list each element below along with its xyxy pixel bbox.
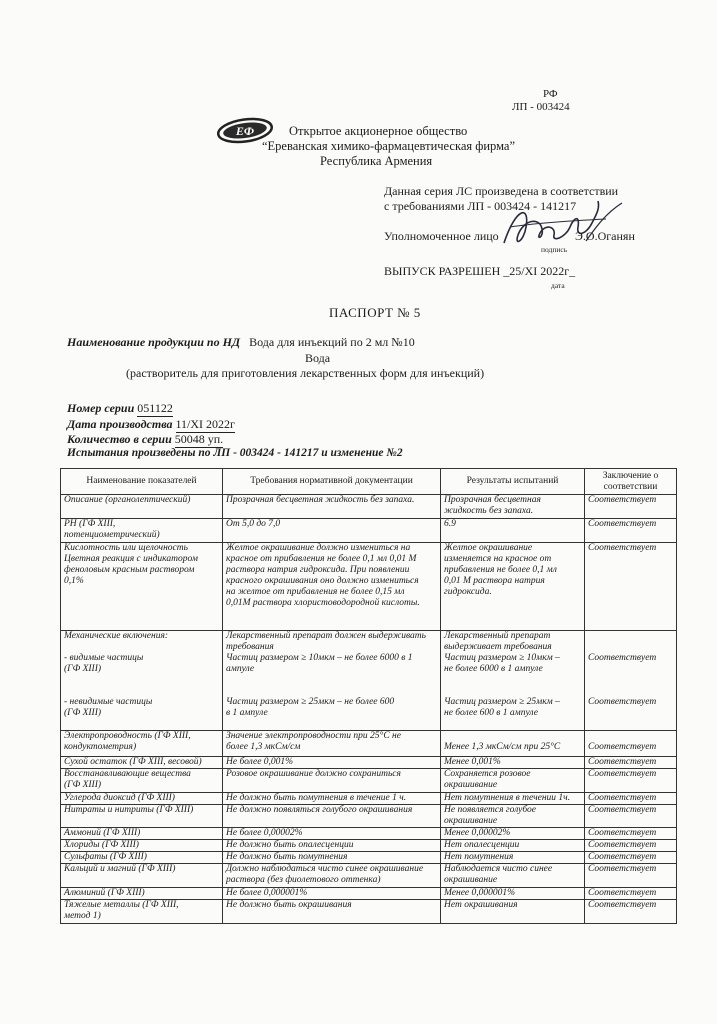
production-date-label: Дата производства xyxy=(67,417,173,431)
org-line-1: Открытое акционерное общество xyxy=(289,124,468,138)
product-name-line xyxy=(67,335,415,350)
results-table xyxy=(60,468,677,924)
row-requirement: Розовое окрашивание должно сохраниться xyxy=(223,769,441,793)
product-name-line-2: Вода xyxy=(305,351,331,365)
row-name: Сухой остаток (ГФ XIII, весовой) xyxy=(61,757,223,769)
header-results: Результаты испытаний xyxy=(441,469,585,495)
row-conclusion: Соответствует xyxy=(585,543,677,631)
table-row xyxy=(61,852,677,864)
authorized-label: Уполномоченное лицо xyxy=(384,229,499,243)
statement-line-1: Данная серия ЛС произведена в соответствии xyxy=(384,184,619,198)
org-line-3: Республика Армения xyxy=(320,154,433,168)
product-name-line-3: (растворитель для приготовления лекарственных форм для инъекций) xyxy=(126,366,485,380)
row-result: Желтое окрашивание изменяется на красное от прибавления не более 0,1 мл 0,01 М раствора натрия гидроксида. xyxy=(441,543,585,631)
table-row xyxy=(61,805,677,828)
header-conclusion: Заключение о соответствии xyxy=(585,469,677,495)
product-name-label: Наименование продукции по НД xyxy=(67,335,241,349)
row-conclusion: Соответствует xyxy=(585,495,677,519)
row-conclusion: Соответствует xyxy=(585,757,677,769)
org-line-2: “Ереванская химико-фармацевтическая фирма” xyxy=(262,139,516,153)
row-result: Нет окрашивания xyxy=(441,900,585,924)
row-name: Углерода диоксид (ГФ XIII) xyxy=(61,793,223,805)
row-result: Сохраняется розовое окрашивание xyxy=(441,769,585,793)
row-name: Восстанавливающие вещества (ГФ XIII) xyxy=(61,769,223,793)
row-name: Хлориды (ГФ XIII) xyxy=(61,840,223,852)
tests-statement: Испытания произведены по ЛП - 003424 - 141217 и изменение №2 xyxy=(67,447,403,459)
series-field xyxy=(67,401,173,417)
table-row xyxy=(61,631,677,731)
row-requirement: Не более 0,000001% xyxy=(223,888,441,900)
table-row xyxy=(61,519,677,543)
row-result: Прозрачная бесцветная жидкость без запаха. xyxy=(441,495,585,519)
row-conclusion: Соответствует xyxy=(585,864,677,888)
row-conclusion: Соответствует Соответствует xyxy=(585,631,677,731)
row-name: Аммоний (ГФ XIII) xyxy=(61,828,223,840)
table-row xyxy=(61,757,677,769)
table-row xyxy=(61,840,677,852)
product-name-value: Вода для инъекций по 2 мл №10 xyxy=(249,335,415,349)
quantity-label: Количество в серии xyxy=(67,432,172,446)
row-requirement: Не должно быть окрашивания xyxy=(223,900,441,924)
table-row xyxy=(61,793,677,805)
row-name: Тяжелые металлы (ГФ XIII, метод 1) xyxy=(61,900,223,924)
quantity-field xyxy=(67,432,223,448)
row-name: Электропроводность (ГФ XIII, кондуктометрия) xyxy=(61,731,223,757)
row-requirement: Не должно быть помутнения в течение 1 ч. xyxy=(223,793,441,805)
signature-caption: подпись xyxy=(541,245,568,254)
row-conclusion: Соответствует xyxy=(585,793,677,805)
row-conclusion: Соответствует xyxy=(585,840,677,852)
row-name: Сульфаты (ГФ XIII) xyxy=(61,852,223,864)
row-requirement: Не должно появляться голубого окрашивания xyxy=(223,805,441,828)
table-row xyxy=(61,543,677,631)
row-conclusion: Соответствует xyxy=(585,828,677,840)
registration-number: ЛП - 003424 xyxy=(512,101,570,113)
table-row xyxy=(61,888,677,900)
table-row xyxy=(61,828,677,840)
row-requirement: Лекарственный препарат должен выдерживать требования Частиц размером ≥ 10мкм – не более 6000 в 1 ампуле Частиц размером ≥ 25мкм – не более 600 в 1 ампуле xyxy=(223,631,441,731)
row-result: Наблюдается чисто синее окрашивание xyxy=(441,864,585,888)
row-requirement: Должно наблюдаться чисто синее окрашивание раствора (без фиолетового оттенка) xyxy=(223,864,441,888)
row-requirement: От 5,0 до 7,0 xyxy=(223,519,441,543)
table-row xyxy=(61,864,677,888)
row-requirement: Не должно быть опалесценции xyxy=(223,840,441,852)
row-result: Лекарственный препарат выдерживает требования Частиц размером ≥ 10мкм – не более 6000 в 1 ампуле Частиц размером ≥ 25мкм – не более 600 в 1 ампуле xyxy=(441,631,585,731)
row-name: Кальций и магний (ГФ XIII) xyxy=(61,864,223,888)
row-requirement: Не более 0,001% xyxy=(223,757,441,769)
date-caption: дата xyxy=(551,281,565,290)
row-result: Нет помутнения xyxy=(441,852,585,864)
header-indicators: Наименование показателей xyxy=(61,469,223,495)
row-conclusion: Соответствует xyxy=(585,805,677,828)
release-date: _25/XI 2022г_ xyxy=(503,264,576,278)
row-result: Менее 0,001% xyxy=(441,757,585,769)
row-name: РН (ГФ XIII, потенциометрический) xyxy=(61,519,223,543)
country-label: РФ xyxy=(543,88,558,100)
row-conclusion: Соответствует xyxy=(585,519,677,543)
row-result: Менее 0,00002% xyxy=(441,828,585,840)
quantity-value: 50048 уп. xyxy=(174,432,224,446)
row-requirement: Не должно быть помутнения xyxy=(223,852,441,864)
row-requirement: Значение электропроводности при 25°С не более 1,3 мкСм/см xyxy=(223,731,441,757)
row-requirement: Не более 0,00002% xyxy=(223,828,441,840)
row-conclusion: Соответствует xyxy=(585,769,677,793)
row-result: Не появляется голубое окрашивание xyxy=(441,805,585,828)
statement-line-2: с требованиями ЛП - 003424 - 141217 xyxy=(384,199,577,213)
row-conclusion: Соответствует xyxy=(585,888,677,900)
logo-text: ЕФ xyxy=(235,124,255,138)
production-date-field xyxy=(67,417,235,433)
row-result: Нет помутнения в течении 1ч. xyxy=(441,793,585,805)
row-conclusion: Соответствует xyxy=(585,852,677,864)
row-result: Менее 0,000001% xyxy=(441,888,585,900)
row-result: Менее 1,3 мкСм/см при 25°С xyxy=(441,731,585,757)
row-name: Алюминий (ГФ XIII) xyxy=(61,888,223,900)
header-requirements: Требования нормативной документации xyxy=(223,469,441,495)
series-label: Номер серии xyxy=(67,401,135,415)
row-requirement: Желтое окрашивание должно измениться на красное от прибавления не более 0,1 мл 0,01 М раствора натрия гидроксида. При появлении красного окрашивания оно должно измениться на желтое от прибавления не более 0,15 мл 0,01М раствора хлористоводородной кислоты. xyxy=(223,543,441,631)
table-row xyxy=(61,495,677,519)
row-conclusion: Соответствует xyxy=(585,900,677,924)
authorized-name: Э.О.Оганян xyxy=(575,229,635,243)
table-row xyxy=(61,769,677,793)
release-label: ВЫПУСК РАЗРЕШЕН xyxy=(384,264,501,278)
row-name: Кислотность или щелочность Цветная реакция с индикатором феноловым красным раствором 0,1% xyxy=(61,543,223,631)
row-name: Нитраты и нитриты (ГФ XIII) xyxy=(61,805,223,828)
row-name: Описание (органолептический) xyxy=(61,495,223,519)
row-result: 6.9 xyxy=(441,519,585,543)
row-result: Нет опалесценции xyxy=(441,840,585,852)
passport-title: ПАСПОРТ № 5 xyxy=(329,305,421,320)
row-requirement: Прозрачная бесцветная жидкость без запаха. xyxy=(223,495,441,519)
release-line xyxy=(384,264,575,279)
production-date-value: 11/XI 2022г xyxy=(175,417,235,431)
series-value: 051122 xyxy=(137,401,173,415)
table-row xyxy=(61,731,677,757)
row-conclusion: Соответствует xyxy=(585,731,677,757)
table-row xyxy=(61,900,677,924)
row-name: Механические включения: - видимые частицы (ГФ XIII) - невидимые частицы (ГФ XIII) xyxy=(61,631,223,731)
